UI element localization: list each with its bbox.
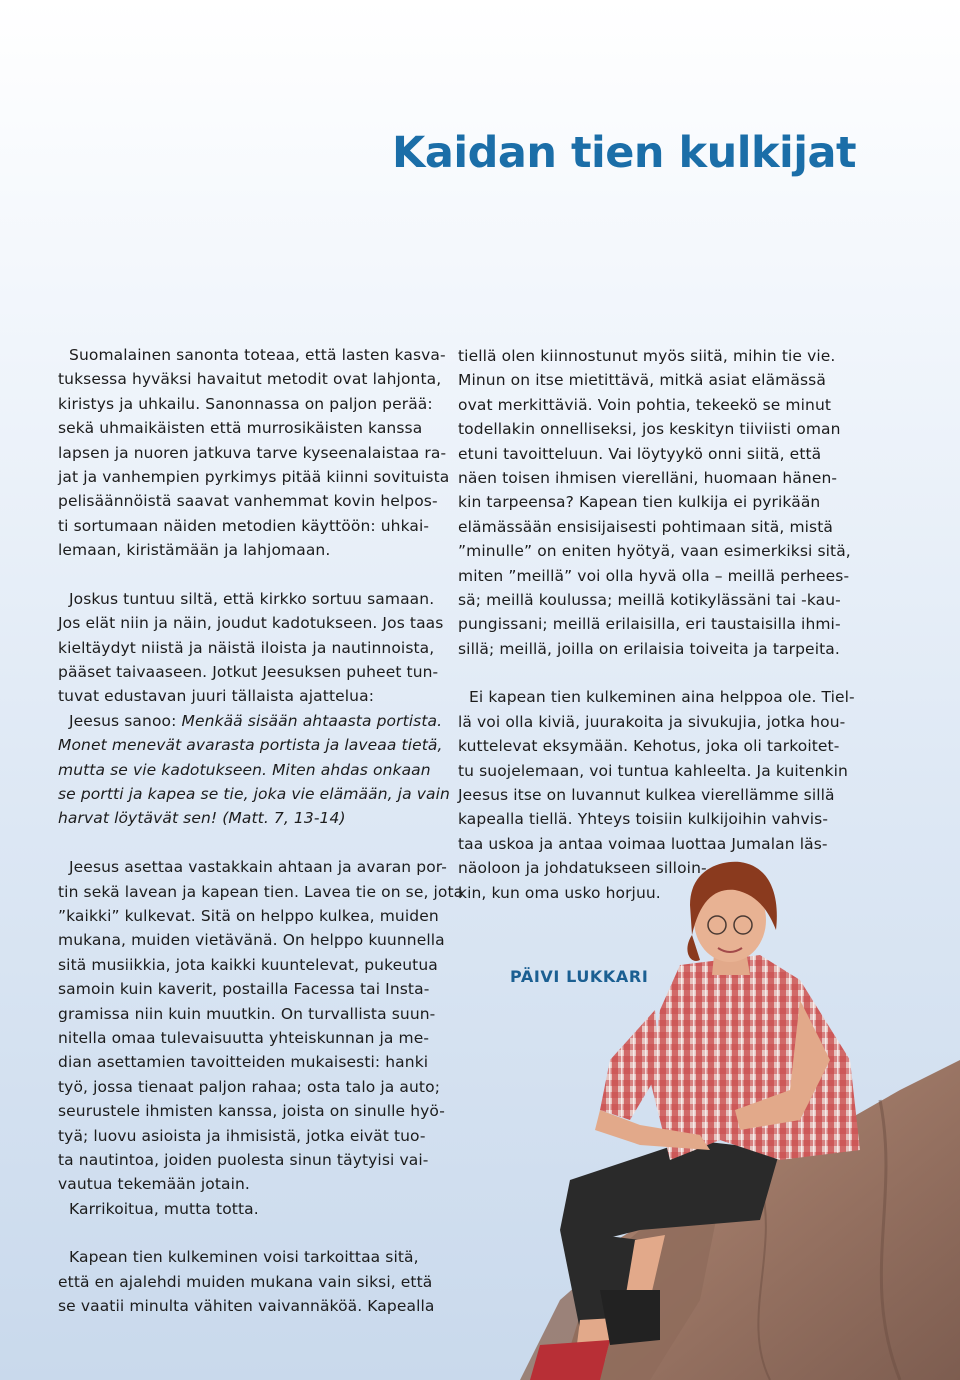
text-line-plain: Karrikoitua, mutta totta.: [69, 1199, 259, 1218]
text-line-plain: kapealla tiellä. Yhteys toisiin kulkijoihin vahvis-: [458, 810, 829, 829]
text-line-plain: dian asettamien tavoitteiden mukaisesti: hanki: [58, 1053, 429, 1072]
text-line-plain: tin sekä lavean ja kapean tien. Lavea tie on se, jota: [58, 882, 464, 901]
bible-quote: Monet menevät avarasta portista ja laveaa tietä,: [58, 736, 443, 755]
text-line-plain: kin, kun oma usko horjuu.: [458, 883, 661, 902]
text-line-plain: tiellä olen kiinnostunut myös siitä, mihin tie vie.: [458, 347, 836, 365]
text-line-plain: kiristys ja uhkailu. Sanonnassa on paljon perää:: [58, 394, 433, 413]
text-line-plain: elämässään ensisijaisesti pohtimaan sitä, mistä: [458, 517, 834, 536]
text-line-plain: taa uskoa ja antaa voimaa luottaa Jumalan läs-: [458, 834, 828, 853]
author-name: PÄIVI LUKKARI: [510, 967, 649, 986]
bible-quote: se portti ja kapea se tie, joka vie elämään, ja vain: [58, 785, 450, 804]
text-line-plain: etuni tavoitteluun. Vai löytyykö onni siitä, että: [458, 444, 822, 463]
text-line-plain: ta nautintoa, joiden puolesta sinun täytyisi vai-: [58, 1150, 429, 1169]
text-line-plain: tyä; luovu asioista ja ihmisistä, jotka eivät tuo-: [58, 1126, 426, 1145]
text-line-plain: että en ajalehdi muiden mukana vain siksi, että: [58, 1272, 433, 1291]
text-line-plain: pungissani; meillä erilaisilla, eri taustaisilla ihmi-: [458, 615, 841, 634]
text-line-plain: Ei kapean tien kulkeminen aina helppoa ole. Tiel-: [469, 688, 855, 707]
text-line-plain: pelisäännöistä saavat vanhemmat kovin helpos-: [58, 492, 438, 511]
text-line-plain: miten ”meillä” voi olla hyvä olla – meillä perhees-: [458, 566, 850, 585]
text-line-plain: ovat merkittäviä. Voin pohtia, tekeekö se minut: [458, 395, 832, 414]
text-line-plain: Minun on itse mietittävä, mitkä asiat elämässä: [458, 371, 826, 390]
text-line-plain: Joskus tuntuu siltä, että kirkko sortuu samaan.: [69, 589, 435, 608]
text-line-plain: jat ja vanhempien pyrkimys pitää kiinni sovituista: [58, 467, 450, 486]
text-line-plain: lä voi olla kiviä, juurakoita ja sivukujia, jotka hou-: [458, 712, 846, 731]
text-line-plain: nitella omaa tulevaisuutta yhteiskunnan ja me-: [58, 1028, 430, 1047]
text-line-plain: Kapean tien kulkeminen voisi tarkoittaa sitä,: [69, 1248, 419, 1267]
text-line-plain: samoin kuin kaverit, postailla Facessa tai Insta-: [58, 980, 430, 999]
text-line-plain: työ, jossa tienaat paljon rahaa; osta talo ja auto;: [58, 1077, 441, 1096]
text-line-plain: Jeesus itse on luvannut kulkea vierellämme sillä: [458, 786, 835, 805]
text-line-plain: sillä; meillä, joilla on erilaisia toiveita ja tarpeita.: [458, 639, 840, 658]
text-line-plain: lemaan, kiristämään ja lahjomaan.: [58, 541, 331, 560]
text-line-plain: seurustele ihmisten kanssa, joista on sinulle hyö-: [58, 1102, 445, 1121]
text-line-plain: lapsen ja nuoren jatkuva tarve kyseenalaistaa ra-: [58, 443, 447, 462]
bible-quote: harvat löytävät sen! (Matt. 7, 13-14): [58, 809, 346, 828]
text-line-plain: sä; meillä koulussa; meillä kotikylässäni tai -kau-: [458, 590, 841, 609]
text-line-plain: Jeesus sanoo:: [69, 711, 182, 730]
text-line-plain: kuttelevat eksymään. Kehotus, joka oli tarkoitet-: [458, 737, 840, 756]
text-line-plain: ti sortumaan näiden metodien käyttöön: uhkai-: [58, 516, 430, 535]
text-line-plain: näen toisen ihmisen vierelläni, huomaan hänen-: [458, 468, 838, 487]
text-line-plain: tuksessa hyväksi havaitut metodit ovat lahjonta,: [58, 370, 442, 389]
text-line-plain: ”minulle” on eniten hyötyä, vaan esimerkiksi sitä,: [458, 542, 851, 561]
bible-quote: Menkää sisään ahtaasta portista.: [181, 711, 443, 730]
text-line-plain: sitä musiikkia, jota kaikki kuuntelevat, pukeutua: [58, 955, 438, 974]
text-line-plain: pääset taivaaseen. Jotkut Jeesuksen puheet tun-: [58, 663, 439, 682]
text-line-plain: tu suojelemaan, voi tuntua kahleelta. Ja kuitenkin: [458, 761, 848, 780]
text-line-plain: ”kaikki” kulkevat. Sitä on helppo kulkea, muiden: [58, 906, 439, 925]
text-line-plain: gramissa niin kuin muutkin. On turvallista suun-: [58, 1004, 436, 1023]
text-line-plain: sekä uhmaikäisten että murrosikäisten kanssa: [58, 419, 423, 438]
text-line-plain: Jos elät niin ja näin, joudut kadotukseen. Jos taas: [58, 614, 444, 633]
text-line-plain: Suomalainen sanonta toteaa, että lasten kasva-: [69, 346, 446, 364]
text-line-plain: kieltäydyt niistä ja näistä iloista ja nautinnoista,: [58, 638, 435, 657]
text-line-plain: Jeesus asettaa vastakkain ahtaan ja avaran por-: [69, 858, 447, 877]
text-line-plain: tuvat edustavan juuri tällaista ajattelua:: [58, 687, 375, 706]
text-line-plain: se vaatii minulta vähiten vaivannäköä. Kapealla: [58, 1297, 435, 1316]
text-line-plain: näoloon ja johdatukseen silloin-: [458, 859, 707, 878]
text-line-plain: vautua tekemään jotain.: [58, 1175, 250, 1194]
text-line-plain: mukana, muiden vietävänä. On helppo kuunnella: [58, 931, 445, 950]
text-line-plain: kin tarpeensa? Kapean tien kulkija ei pyrikään: [458, 493, 821, 512]
bible-quote: mutta se vie kadotukseen. Miten ahdas onkaan: [58, 760, 431, 779]
text-line-plain: todellakin onnelliseksi, jos keskityn tiiviisti oman: [458, 420, 841, 439]
page-title: Kaidan tien kulkijat: [392, 128, 857, 178]
